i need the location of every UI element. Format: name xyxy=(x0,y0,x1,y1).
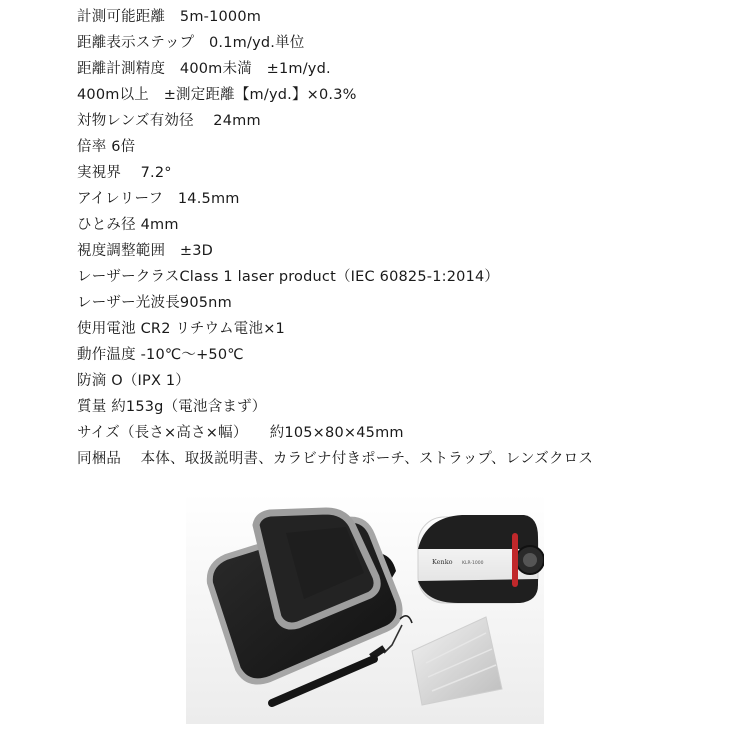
spec-accuracy-over-400m: 400m以上 ±測定距離【m/yd.】×0.3% xyxy=(77,87,357,103)
spec-included-items: 同梱品 本体、取扱説明書、カラビナ付きポーチ、ストラップ、レンズクロス xyxy=(77,451,594,467)
spec-battery: 使用電池 CR2 リチウム電池×1 xyxy=(77,321,285,337)
spec-water-resistance: 防滴 O（IPX 1） xyxy=(77,373,191,389)
spec-magnification: 倍率 6倍 xyxy=(77,139,136,155)
spec-exit-pupil: ひとみ径 4mm xyxy=(77,217,179,233)
spec-field-of-view: 実視界 7.2° xyxy=(77,165,172,181)
spec-accuracy-under-400m: 距離計測精度 400m未満 ±1m/yd. xyxy=(77,61,331,77)
device-brand: Kenko xyxy=(432,558,453,566)
spec-measuring-range: 計測可能距離 5m-1000m xyxy=(77,9,262,25)
spec-display-step: 距離表示ステップ 0.1m/yd.単位 xyxy=(77,35,305,51)
spec-objective-lens: 対物レンズ有効径 24mm xyxy=(77,113,261,129)
spec-size: サイズ（長さ×高さ×幅） 約105×80×45mm xyxy=(77,425,404,441)
spec-list xyxy=(77,4,717,472)
spec-laser-class: レーザークラスClass 1 laser product（IEC 60825-1:2014） xyxy=(77,269,500,285)
spec-laser-wavelength: レーザー光波長905nm xyxy=(77,295,232,311)
rangefinder-device xyxy=(418,515,544,603)
spec-operating-temperature: 動作温度 -10℃～+50℃ xyxy=(77,347,244,363)
spec-diopter-range: 視度調整範囲 ±3D xyxy=(77,243,214,259)
spec-weight: 質量 約153g（電池含まず） xyxy=(77,399,267,415)
product-photo xyxy=(186,493,544,724)
spec-eye-relief: アイレリーフ 14.5mm xyxy=(77,191,240,207)
device-model: KLR-1000 xyxy=(462,561,484,566)
